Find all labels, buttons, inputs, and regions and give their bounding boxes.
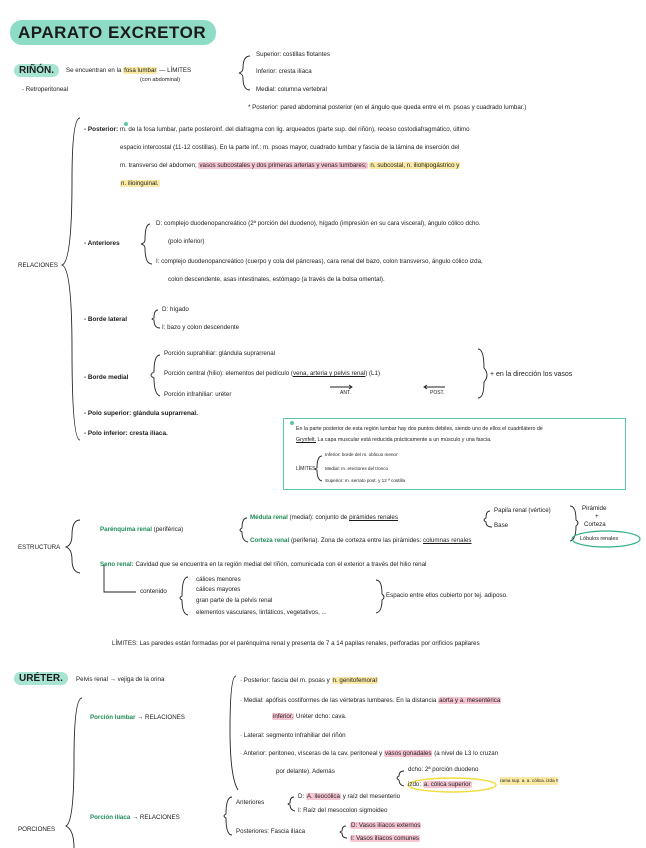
porciones-label: PORCIONES xyxy=(18,826,56,833)
rinon-intro xyxy=(66,67,191,75)
rinon-intro-fosa: fosa lumbar xyxy=(124,67,157,74)
note-limites-label: LÍMITES xyxy=(296,466,316,472)
borde-medial-label: - Borde medial xyxy=(84,374,129,381)
lumbar-anterior-c: por delante). Además xyxy=(276,768,335,775)
posterior-line-3 xyxy=(120,162,460,170)
lumbar-label: Porción lumbar xyxy=(90,714,136,721)
contenido-item-2: cálices mayores xyxy=(196,586,241,593)
limites-line: LÍMITES: Las paredes están formadas por el parénquima renal y presenta de 7 a 14 papilas renales, perforadas por orificios papilares xyxy=(112,640,480,647)
limit-superior: Superior: costillas flotantes xyxy=(256,51,330,58)
posterior-text-4: n. ilioinguinal. xyxy=(121,180,159,187)
ant-d-line-2: (polo inferior) xyxy=(168,238,205,245)
contenido-label: contenido xyxy=(140,588,167,595)
corteza-label: Corteza renal xyxy=(250,537,290,544)
iliaca-ant-d-b: y raíz del mesenterio xyxy=(342,793,401,800)
medula-label: Médula renal xyxy=(250,514,288,521)
posterior-line-4 xyxy=(120,180,160,188)
piramide-label: Pirámide xyxy=(582,505,607,512)
ant-i-line-2: colon descendente, asas intestinales, estómago (a través de la bolsa omental). xyxy=(168,276,385,283)
iliaca-post-d xyxy=(350,822,421,830)
lobulos-label: Lóbulos renales xyxy=(580,536,619,542)
lumbar-gonadales: vasos gonadales xyxy=(385,750,432,757)
note-line-1: En la parte posterior de esta región lumbar hay dos puntos débiles, siendo uno de ellos el cuadrilátero de xyxy=(296,426,543,432)
papila-label: Papila renal (vértice) xyxy=(494,507,551,514)
seno-sub: Cavidad que se encuentra en la región medial del riñón, comunicada con el exterior a través del hilio renal xyxy=(135,561,427,568)
borde-medial-note: + en la dirección los vasos xyxy=(490,371,573,378)
borde-lateral-i: I: bazo y colon descendente xyxy=(162,324,240,331)
seno-label: Seno renal: xyxy=(100,561,134,568)
note-limit-med: Medial: m. erectores del tronco xyxy=(325,466,389,471)
piramide-plus: + xyxy=(595,513,599,520)
lumbar-dcho: dcho: 2ª porción duodeno xyxy=(408,766,479,773)
bm-central-b: vena, arteria y pelvis renal xyxy=(292,370,366,377)
posterior-text-3c: n. subcostal, n. iliohipogástrico y xyxy=(370,162,460,169)
iliaca-posteriores: Posteriores: Fascia ilíaca xyxy=(236,828,306,835)
rinon-intro-paren: (con abdominal) xyxy=(140,77,181,83)
posterior-line-2: espacio intercostal (11-12 costillas). En la parte inf.: m. psoas mayor, cuadrado lumbar y fascia de la lámina de inserción del xyxy=(120,144,460,151)
borde-medial-supra: Porción suprahiliar: glándula suprarrenal xyxy=(164,350,276,357)
parenquima-line xyxy=(100,526,183,534)
polo-inferior: - Polo inferior: cresta ilíaca. xyxy=(84,430,168,437)
rinon-intro-a: Se encuentran en la xyxy=(66,67,122,74)
iliaca-line xyxy=(90,814,180,822)
lumbar-inferior: inferior. xyxy=(273,713,294,720)
seno-line xyxy=(100,561,426,569)
bm-post: POST. xyxy=(430,390,445,396)
bm-central-a: Porción central (hilio): elementos del pedículo ( xyxy=(164,370,293,377)
posterior-text-1: m. de la fosa lumbar, parte posteroinf. del diafragma con lig. arqueados (parte sup. del riñón), receso costodiafragmático, último xyxy=(119,126,470,133)
corteza-line xyxy=(250,537,472,545)
ant-d-line-1: D: complejo duodenopancreático (2ª porción del duodeno), hígado (impresión en su cara visceral), ángulo cólico dcho. xyxy=(156,220,481,227)
rinon-heading: RIÑÓN. xyxy=(14,64,59,77)
iliaca-ant-d-label: D: xyxy=(298,793,305,800)
limit-posterior-note: * Posterior: pared abdominal posterior (en el ángulo que queda entre el m. psoas y cuadrado lumbar.) xyxy=(248,104,527,111)
contenido-item-1: cálices menores xyxy=(196,576,241,583)
estructura-label: ESTRUCTURA xyxy=(18,544,61,551)
iliaca-post-i xyxy=(350,835,420,843)
lumbar-genitofemoral: n. genitofemoral xyxy=(332,677,377,684)
note-line-2 xyxy=(296,436,492,444)
corteza-sum-label: Corteza xyxy=(584,521,606,528)
posterior-line-1 xyxy=(84,126,470,134)
lumbar-medial xyxy=(240,697,501,705)
corteza-columnas: columnas renales xyxy=(423,537,472,544)
note-limit-sup: Superior: m. serrato post. y 12 ª costilla xyxy=(325,478,406,483)
borde-lateral-label: - Borde lateral xyxy=(84,316,127,323)
borde-lateral-d: D: hígado xyxy=(162,306,189,313)
lumbar-line xyxy=(90,714,185,722)
medula-line xyxy=(250,514,398,522)
anteriores-label: - Anteriores xyxy=(84,240,120,247)
lumbar-anterior xyxy=(240,750,498,758)
posterior-text-3b: vasos subcostales y dos primeras arterias y venas lumbares; xyxy=(199,162,367,169)
lumbar-izdo-label: izdo: xyxy=(408,781,422,788)
page-title: APARATO EXCRETOR xyxy=(10,20,216,45)
iliaca-post-d-text: D: Vasos ilíacos externos xyxy=(351,822,421,829)
iliaca-relaciones: → RELACIONES xyxy=(131,814,180,821)
limit-medial: Medial: columna vertebral xyxy=(256,86,327,93)
lumbar-posterior xyxy=(240,677,378,685)
contenido-item-3: gran parte de la pelvis renal xyxy=(196,597,273,604)
rinon-retro: - Retroperitoneal xyxy=(22,86,69,93)
contenido-espacio: Espacio entre ellos cubierto por tej. adiposo. xyxy=(386,592,508,599)
iliaca-ant-i: I: Raíz del mesocolon sigmoideo xyxy=(298,807,388,814)
borde-medial-central xyxy=(164,370,380,378)
lumbar-medial-a: · Medial: apófisis costiformes de las vértebras lumbares. En la distancia xyxy=(240,697,437,704)
iliaca-ant-d xyxy=(298,793,400,801)
lumbar-anterior-a: · Anterior: peritoneo, vísceras de la cav. peritoneal y xyxy=(240,750,383,757)
ant-i-line-1: I: complejo duodenopancreático (cuerpo y cola del páncreas), cara renal del bazo, colon transverso, ángulo cólico izda, xyxy=(156,258,483,265)
lumbar-izdo xyxy=(408,781,472,789)
corteza-sub: (periferia). Zona de corteza entre las pirámides: xyxy=(290,537,422,544)
lumbar-aorta: aorta y a. mesentérica xyxy=(439,697,501,704)
iliaca-label: Porción ilíaca xyxy=(90,814,131,821)
bm-ant: ANT. xyxy=(340,390,351,396)
posterior-text-3a: m. transverso del abdomen; xyxy=(120,162,197,169)
lumbar-posterior-a: · Posterior: fascia del m. psoas y xyxy=(240,677,330,684)
lumbar-izdo-note: rama sup. a. a. cólica. izda !! xyxy=(500,778,559,783)
medula-piramides: pirámides renales xyxy=(349,514,398,521)
iliaca-anteriores: Anteriores xyxy=(236,799,265,806)
polo-superior: - Polo superior: glándula suprarrenal. xyxy=(84,410,198,417)
medula-sub: (medial): conjunto de xyxy=(289,514,348,521)
iliaca-post-i-text: I: Vasos ilíacos comunes xyxy=(351,835,419,842)
limit-inferior: Inferior: cresta ilíaca xyxy=(256,68,312,75)
relaciones-label: RELACIONES xyxy=(18,262,58,269)
note-line-2b: La capa muscular está reducida prácticamente a un músculo y una fascia. xyxy=(317,437,492,443)
bm-central-c: ) (L1) xyxy=(365,370,381,377)
lumbar-colica: a. cólica superior xyxy=(423,781,471,788)
note-grynfelt: Grynfelt. xyxy=(296,437,317,443)
base-label: Base xyxy=(494,522,509,529)
iliaca-ileocolica: A. ileocólica xyxy=(306,793,340,800)
contenido-item-4: elementos vasculares, linfáticos, vegetativos, ... xyxy=(196,609,327,616)
lumbar-relaciones: → RELACIONES xyxy=(137,714,185,721)
ureter-intro: Pelvis renal → vejiga de la orina xyxy=(76,676,165,683)
rinon-intro-limites: — LÍMITES xyxy=(159,67,192,74)
lumbar-lateral: · Lateral: segmento infrahiliar del riñón xyxy=(240,732,346,739)
lumbar-anterior-b: (a nivel de L3 lo cruzan xyxy=(434,750,499,757)
ureter-heading: URÉTER. xyxy=(14,672,68,685)
borde-medial-infra: Porción infrahiliar: uréter xyxy=(164,391,232,398)
lumbar-medial-2 xyxy=(272,713,347,721)
parenquima-label: Parénquima renal xyxy=(100,526,152,533)
note-dot xyxy=(290,421,294,425)
posterior-label: - Posterior: xyxy=(84,126,119,133)
lumbar-cava: Uréter dcho: cava. xyxy=(296,713,347,720)
note-limit-inf: Inferior: borde del m. oblicuo menor xyxy=(325,452,398,457)
parenquima-sub: (periférica) xyxy=(153,526,184,533)
